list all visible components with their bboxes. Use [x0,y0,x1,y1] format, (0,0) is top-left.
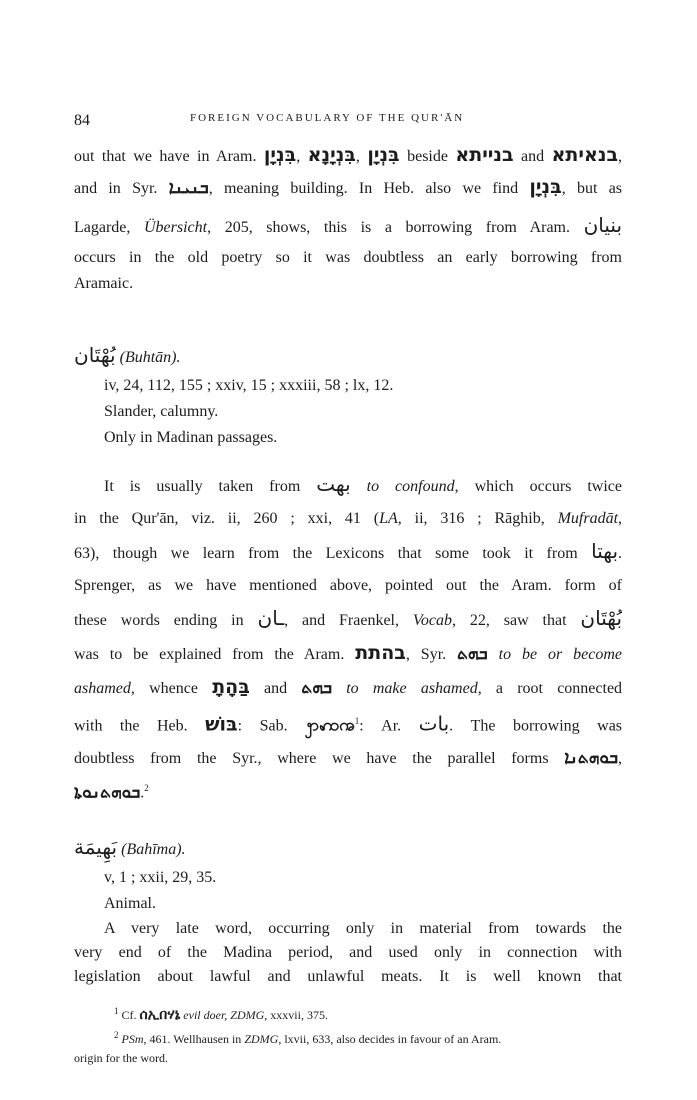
footnote-2: $^2$ PSm, 461. Wellhausen in ZDMG, lxvii, 633, also decides in favour of an Aram. [114,1030,502,1046]
entry-heading [74,832,622,865]
arabic-word: ـان [257,606,285,630]
verse-references: iv, 24, 112, 155 ; xxiv, 15 ; xxxiii, 58 ; lx, 12. [104,377,394,394]
arabic-headword: بُهْتَان [74,343,116,367]
text-line: was to be explained from the Aram. בהתת, Syr. ܒܗܬ to be or become [74,642,622,664]
text-line: in the Qur'ān, viz. ii, 260 ; xxi, 41 (LA, ii, 316 ; Rāghib, Mufradāt, [74,510,622,527]
transliteration: (Bahīma). [121,841,186,858]
entry-heading [74,340,622,373]
transliteration: (Buhtān). [119,349,181,366]
text-line: with the Heb. בּוֹשׁ: Sab. ꩭꩲꩠ$^1$: Ar. بات. The borrowing was [74,711,622,736]
hebrew-word: בַּהָתָ [212,676,250,698]
hebrew-word: בִּנְיָנָא [307,144,356,166]
text-line: occurs in the old poetry so it was doubtless an early borrowing from [74,249,622,266]
arabic-word: بهت [316,472,351,496]
hebrew-word: בנאיתא [551,144,619,166]
syriac-word: ܒܘܗܬܢܘܬܐ [74,782,141,803]
footnote-ref: 1 [354,716,360,726]
hebrew-word: בִּנְיָן [367,144,400,166]
syriac-word: ܒܗܬ [457,644,488,664]
arabic-word: بهتا [591,539,619,563]
text-line: Sprenger, as we have mentioned above, pointed out the Aram. form of [74,577,622,594]
text-line: these words ending in ـان, and Fraenkel, Vocab, 22, saw that بُهْتَان [74,606,622,630]
text-line: Aramaic. [74,275,134,292]
footnote-ref: 2 [144,783,149,794]
syriac-word: ܒܢܝܢܐ [168,178,209,198]
entry-bahima [74,832,622,989]
meaning: Slander, calumny. [104,403,219,420]
meaning: Animal. [104,895,156,912]
arabic-headword: بَهِيمَة [74,835,118,859]
text-line: A very late word, occurring only in material from towards the [104,920,622,937]
ethiopic-word: ሰኢበሃኔ [139,1007,181,1023]
text-line: doubtless from the Syr., where we have the parallel forms ܒܘܗܬܢܐ, [74,748,622,769]
usage-note: Only in Madinan passages. [104,429,278,446]
sabaean-word: ꩭꩲꩠ [305,715,355,736]
text-line: out that we have in Aram. בִּנְיָן, בִּנְיָנָא, בִּנְיָן beside בנייתא and בנאיתא, [74,144,622,166]
text-line: and in Syr. ܒܢܝܢܐ, meaning building. In Heb. also we find בִּנְיָן, but as [74,176,622,198]
syriac-word: ܒܗܬ [301,678,332,698]
hebrew-word: בּוֹשׁ [205,713,238,736]
page-number: 84 [74,112,90,129]
text-line: legislation about lawful and unlawful meats. It is well known that [74,968,622,985]
text-line: Lagarde, Übersicht, 205, shows, this is a borrowing from Aram. بنيان [74,213,622,237]
intro-paragraph [74,140,622,295]
hebrew-word: בנייתא [455,144,514,166]
footnotes [74,1000,640,1068]
verse-references: v, 1 ; xxii, 29, 35. [104,869,217,886]
running-title: FOREIGN VOCABULARY OF THE QUR'ĀN [190,112,465,124]
text-line: ashamed, whence בַּהָתָ and ܒܗܬ to make ashamed, a root connected [74,676,622,698]
arabic-word: بنيان [583,213,622,237]
footnote-2-continued: origin for the word. [74,1051,168,1065]
entry-buhtan [74,340,622,451]
hebrew-word: בִּנְיָן [263,144,297,166]
arabic-word: بُهْتَان [580,606,622,630]
hebrew-word: בהתת [355,642,406,664]
text-line: very end of the Madina period, and used only in connection with [74,944,622,961]
text-line: 63), though we learn from the Lexicons that some took it from بهتا. [74,539,622,563]
text-line: It is usually taken from بهت to confound, which occurs twice [104,472,622,496]
entry-buhtan-discussion [74,468,622,807]
hebrew-word: בִּנְיָן [529,176,562,198]
arabic-word: بات [418,711,450,736]
text-line: ܒܘܗܬܢܘܬܐ.$^2$ [74,782,149,803]
footnote-1: $^1$ Cf. ሰኢበሃኔ evil doer, ZDMG, xxxvii, 375. [114,1006,328,1023]
syriac-word: ܒܘܗܬܢܐ [564,748,618,769]
